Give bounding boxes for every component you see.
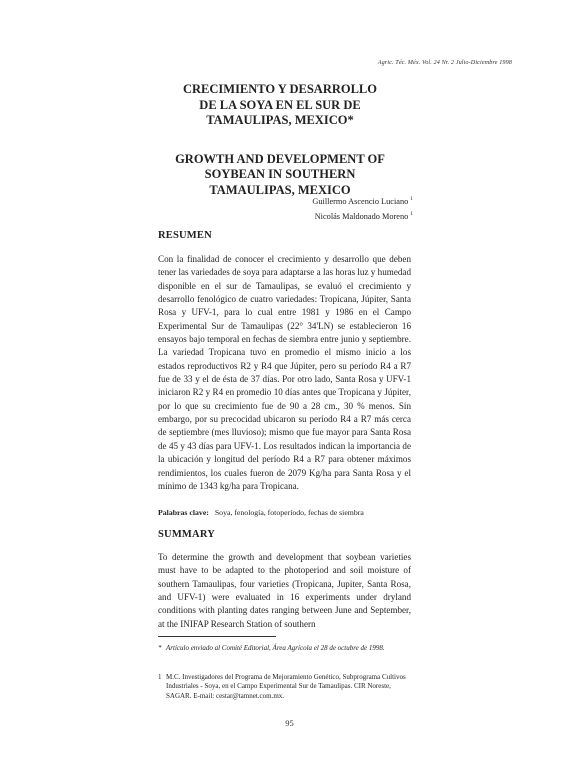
title-line: SOYBEAN IN SOUTHERN [204,167,356,181]
title-line: TAMAULIPAS, MEXICO* [206,113,354,127]
summary-body: To determine the growth and development that soybean varieties must have to be adapted to the photoperiod and soil moisture of southern Tamaulipas, four varieties (Tropicana, Jupiter, Santa Rosa, and UFV-1) were evaluated in 16 experiments under dryland conditions with planting dates ranging between June and September, at the INIFAP Research Station of southern [158,552,411,629]
footnote [158,644,416,653]
footnote-divider [158,636,276,637]
title-line: DE LA SOYA EN EL SUR DE [199,97,361,112]
author-name: Nicolás Maldonado Moreno [314,211,409,221]
running-head: Agric. Téc. Méx. Vol. 24 Nr. 2 Julio-Diciembre 1998 [377,59,512,66]
summary-heading: SUMMARY [158,529,216,540]
title-line: TAMAULIPAS, MEXICO [209,182,351,197]
page-number: 95 [285,718,294,728]
author [312,193,413,208]
affiliation-mark: 1 [410,196,413,202]
author [312,208,413,223]
author-list [312,193,413,223]
footnote-mark: 1 [158,673,162,681]
footnote-text: Artículo enviado al Comité Editorial, Área Agrícola el 28 de octubre de 1998. [166,644,385,652]
author-name: Guillermo Ascencio Luciano [312,196,409,206]
article-title [150,82,410,198]
resumen-heading: RESUMEN [158,230,212,241]
title-english [150,152,410,199]
keywords-text: Soya, fenología, fotoperíodo, fechas de siembra [214,508,364,517]
title-spanish [150,82,410,129]
resumen-body: Con la finalidad de conocer el crecimiento y desarrollo que deben tener las variedades de soya para adaptarse a las horas luz y humedad disponible en el sur de Tamaulipas, se evaluó el crecimiento y desarrollo fenológico de cuatro variedades: Tropicana, Júpiter, Santa Rosa y UFV-1, para lo cual entre 1981 y 1986 en el Campo Experimental Sur de Tamaulipas (22° 34'LN) se establecieron 16 ensayos bajo temporal en fechas de siembra entre junio y septiembre. La variedad Tropicana tuvo en promedio el mismo inicio a los estados reproductivos R2 y R4 que Júpiter, pero su período R4 a R7 fue de 33 y el de ésta de 37 días. Por otro lado, Santa Rosa y UFV-1 iniciaron R2 y R4 en promedio 10 días antes que Tropicana y Júpiter, por lo que su crecimiento fue de 90 a 28 cm., 30 % menos. Sin embargo, por su precocidad ubicaron su período R4 a R7 más cerca de septiembre (mes lluvioso); mismo que fue mayor para Santa Rosa de 45 y 43 días para UFV-1. Los resultados indican la importancia de la ubicación y longitud del período R4 a R7 para obtener máximos rendimientos, los cuales fueron de 2079 Kg/ha para Santa Rosa y el mínimo de 1343 kg/ha para Tropicana. [158,254,411,491]
title-line: CRECIMIENTO Y DESARROLLO [182,82,377,96]
affiliation-mark: 1 [410,210,413,217]
footnote-mark: * [158,644,162,652]
title-line: GROWTH AND DEVELOPMENT OF [175,151,385,166]
keywords [158,508,411,517]
footnote [158,673,416,701]
footnote-text: M.C. Investigadores del Programa de Mejoramiento Genético, Subprograma Cultivos Industriales - Soya, en el Campo Experimental Sur de Tamaulipas. CIR Noreste, SAGAR. E-mail: cestar@tamnet.com.mx. [166,673,406,700]
keywords-label: Palabras clave: [158,508,209,517]
